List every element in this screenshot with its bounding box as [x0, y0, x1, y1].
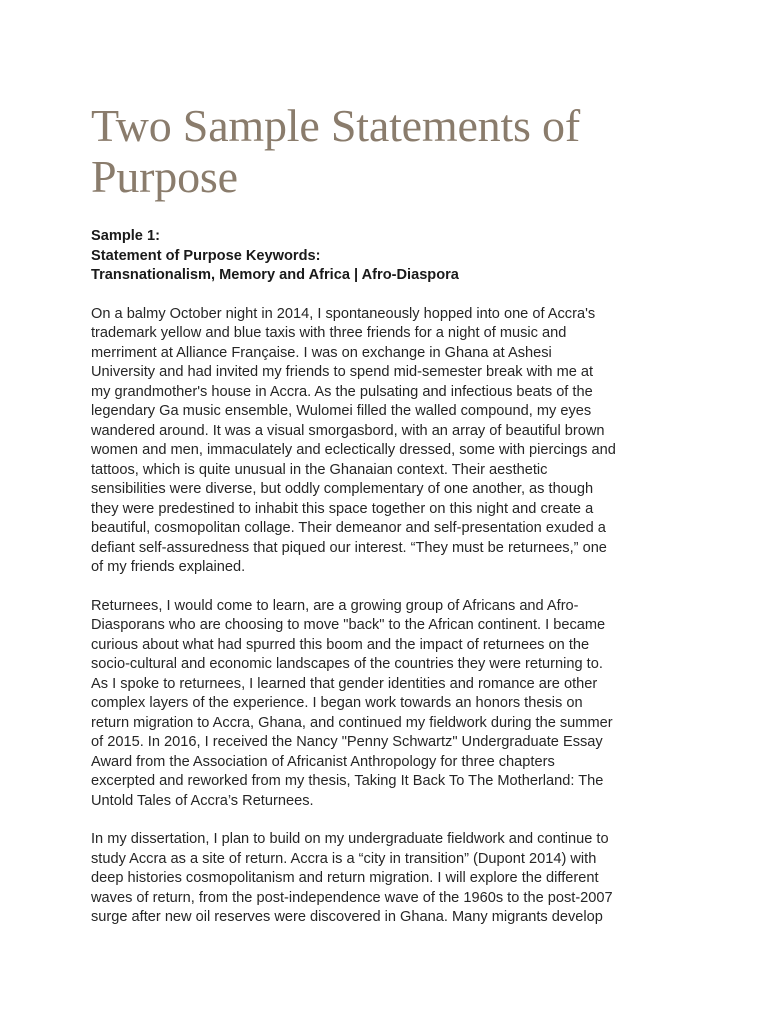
paragraph-2: [91, 597, 671, 812]
paragraph-1: [91, 305, 671, 578]
paragraph-line: legendary Ga music ensemble, Wulomei filled the walled compound, my eyes: [91, 403, 592, 419]
paragraph-line: Diasporans who are choosing to move "back" to the African continent. I became: [91, 617, 606, 633]
paragraph-line: Untold Tales of Accra’s Returnees.: [91, 792, 314, 809]
paragraph-line: women and men, immaculately and eclectically dressed, some with piercings and: [91, 442, 616, 458]
keywords-value: Transnationalism, Memory and Africa | Afro-Diaspora: [91, 267, 459, 283]
document-title: [91, 100, 671, 202]
document-page: [91, 100, 671, 928]
paragraph-line: return migration to Accra, Ghana, and continued my fieldwork during the summer: [91, 714, 613, 731]
paragraph-line: defiant self-assuredness that piqued our interest. “They must be returnees,” one: [91, 539, 607, 556]
paragraph-line: beautiful, cosmopolitan collage. Their demeanor and self-presentation exuded a: [91, 520, 606, 536]
paragraph-line: University and had invited my friends to spend mid-semester break with me at: [91, 364, 594, 380]
paragraph-line: complex layers of the experience. I began work towards an honors thesis on: [91, 695, 583, 711]
paragraph-line: sensibilities were diverse, but oddly complementary of one another, as though: [91, 481, 594, 497]
paragraph-line: excerpted and reworked from my thesis, Taking It Back To The Motherland: The: [91, 773, 604, 789]
sample-label: Sample 1:: [91, 228, 160, 244]
paragraph-line: of my friends explained.: [91, 559, 246, 575]
keywords-label: Statement of Purpose Keywords:: [91, 247, 321, 264]
sample-headings: [91, 227, 671, 286]
paragraph-line: waves of return, from the post-independence wave of the 1960s to the post-2007: [91, 889, 613, 906]
paragraph-line: Returnees, I would come to learn, are a growing group of Africans and Afro-: [91, 597, 579, 614]
paragraph-line: Award from the Association of Africanist Anthropology for three chapters: [91, 753, 555, 770]
paragraph-line: wandered around. It was a visual smorgasbord, with an array of beautiful brown: [91, 422, 605, 439]
paragraph-line: surge after new oil reserves were discovered in Ghana. Many migrants develop: [91, 909, 603, 925]
paragraph-line: curious about what had spurred this boom and the impact of returnees on the: [91, 636, 590, 653]
paragraph-line: As I spoke to returnees, I learned that gender identities and romance are other: [91, 675, 598, 692]
paragraph-line: On a balmy October night in 2014, I spontaneously hopped into one of Accra's: [91, 305, 596, 322]
paragraph-line: my grandmother's house in Accra. As the pulsating and infectious beats of the: [91, 383, 593, 400]
paragraph-line: deep histories cosmopolitanism and return migration. I will explore the different: [91, 870, 599, 886]
paragraph-line: trademark yellow and blue taxis with three friends for a night of music and: [91, 325, 567, 341]
paragraph-3: [91, 830, 671, 928]
title-line: Purpose: [91, 151, 238, 202]
paragraph-line: merriment at Alliance Française. I was on exchange in Ghana at Ashesi: [91, 344, 552, 361]
paragraph-line: study Accra as a site of return. Accra is a “city in transition” (Dupont 2014) with: [91, 850, 597, 867]
title-line: Two Sample Statements of: [91, 100, 580, 151]
paragraph-line: tattoos, which is quite unusual in the Ghanaian context. Their aesthetic: [91, 461, 548, 478]
paragraph-line: socio-cultural and economic landscapes of the countries they were returning to.: [91, 656, 603, 672]
paragraph-line: In my dissertation, I plan to build on my undergraduate fieldwork and continue to: [91, 831, 609, 847]
paragraph-line: of 2015. In 2016, I received the Nancy "Penny Schwartz" Undergraduate Essay: [91, 734, 603, 750]
paragraph-line: they were predestined to inhabit this space together on this night and create a: [91, 500, 594, 517]
